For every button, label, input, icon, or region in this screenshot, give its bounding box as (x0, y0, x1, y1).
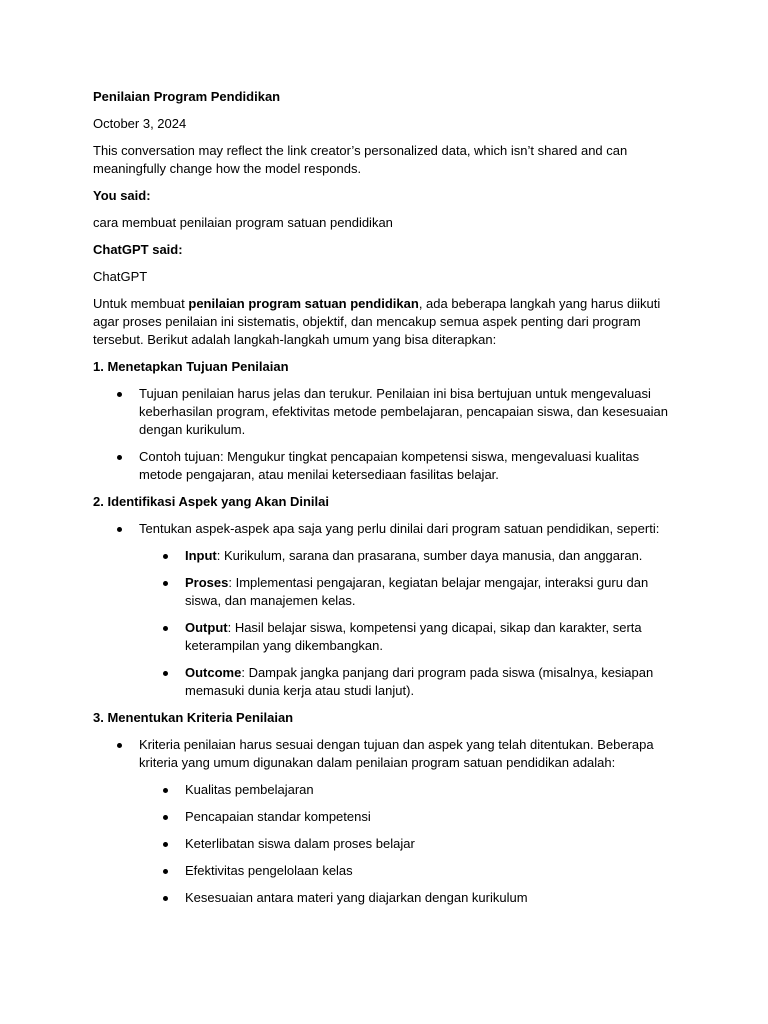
intro-text-bold: penilaian program satuan pendidikan (188, 296, 419, 311)
bullet-icon (117, 455, 122, 460)
bullet-icon (163, 788, 168, 793)
assistant-name: ChatGPT (93, 269, 148, 284)
section-heading: 2. Identifikasi Aspek yang Akan Dinilai (93, 494, 329, 509)
list-item (139, 520, 673, 700)
document-title: Penilaian Program Pendidikan (93, 89, 281, 104)
list-item-text: Tujuan penilaian harus jelas dan terukur. Penilaian ini bisa bertujuan untuk mengevaluasi keberhasilan program, efektivitas metode pembelajaran, pencapaian siswa, dan kesesuaian dengan kurikulum. (139, 386, 668, 437)
bullet-icon (163, 581, 168, 586)
sub-list-item (185, 835, 673, 853)
bullet-icon (117, 743, 122, 748)
sub-bullet-list (139, 547, 673, 700)
bullet-icon (163, 626, 168, 631)
assistant-label: ChatGPT said: (93, 242, 183, 257)
sub-item-text: Kualitas pembelajaran (185, 782, 314, 797)
sub-list-item (185, 619, 673, 655)
bullet-list (93, 385, 673, 484)
document-body (93, 88, 673, 916)
intro-paragraph (93, 295, 673, 349)
list-item (139, 736, 673, 907)
sub-list-item (185, 808, 673, 826)
bullet-icon (163, 896, 168, 901)
sub-item-term: Proses (185, 575, 229, 590)
bullet-list (93, 736, 673, 907)
sub-item-text: : Hasil belajar siswa, kompetensi yang dicapai, sikap dan karakter, serta keterampilan yang dikembangkan. (185, 620, 642, 653)
sub-item-term: Output (185, 620, 228, 635)
sub-item-text: Keterlibatan siswa dalam proses belajar (185, 836, 415, 851)
intro-text-after: , ada beberapa langkah yang harus diikuti agar proses penilaian ini sistematis, objektif, dan mencakup semua aspek penting dari program tersebut. Berikut adalah langkah-langkah umum yang bisa diterapkan: (93, 296, 661, 347)
bullet-icon (117, 392, 122, 397)
bullet-icon (117, 527, 122, 532)
intro-text-before: Untuk membuat (93, 296, 189, 311)
sub-list-item (185, 574, 673, 610)
sub-item-text: Pencapaian standar kompetensi (185, 809, 371, 824)
sub-list-item (185, 547, 673, 565)
section-heading: 1. Menetapkan Tujuan Penilaian (93, 359, 289, 374)
sub-item-text: : Implementasi pengajaran, kegiatan belajar mengajar, interaksi guru dan siswa, dan manajemen kelas. (185, 575, 649, 608)
sub-item-text: Efektivitas pengelolaan kelas (185, 863, 353, 878)
document-date: October 3, 2024 (93, 116, 187, 131)
sub-list-item (185, 781, 673, 799)
list-item (139, 448, 673, 484)
bullet-icon (163, 842, 168, 847)
user-message: cara membuat penilaian program satuan pendidikan (93, 215, 393, 230)
bullet-icon (163, 869, 168, 874)
sub-list-item (185, 862, 673, 880)
sub-item-term: Input (185, 548, 217, 563)
list-item-text: Tentukan aspek-aspek apa saja yang perlu dinilai dari program satuan pendidikan, seperti: (139, 521, 660, 536)
sub-item-text: : Kurikulum, sarana dan prasarana, sumber daya manusia, dan anggaran. (216, 548, 643, 563)
list-item-text: Contoh tujuan: Mengukur tingkat pencapaian kompetensi siswa, mengevaluasi kualitas metode pengajaran, atau menilai ketersediaan fasilitas belajar. (139, 449, 640, 482)
list-item (139, 385, 673, 439)
sub-item-text: : Dampak jangka panjang dari program pada siswa (misalnya, kesiapan memasuki dunia kerja atau studi lanjut). (185, 665, 654, 698)
list-item-text: Kriteria penilaian harus sesuai dengan tujuan dan aspek yang telah ditentukan. Beberapa kriteria yang umum digunakan dalam penilaian program satuan pendidikan adalah: (139, 737, 654, 770)
bullet-icon (163, 554, 168, 559)
bullet-list (93, 520, 673, 700)
bullet-icon (163, 671, 168, 676)
bullet-icon (163, 815, 168, 820)
sub-item-term: Outcome (185, 665, 242, 680)
sub-list-item (185, 889, 673, 907)
disclaimer-text: This conversation may reflect the link creator’s personalized data, which isn’t shared and can meaningfully change how the model responds. (93, 143, 628, 176)
user-label: You said: (93, 188, 151, 203)
section-heading: 3. Menentukan Kriteria Penilaian (93, 710, 294, 725)
sub-item-text: Kesesuaian antara materi yang diajarkan dengan kurikulum (185, 890, 528, 905)
sub-bullet-list (139, 781, 673, 907)
sub-list-item (185, 664, 673, 700)
